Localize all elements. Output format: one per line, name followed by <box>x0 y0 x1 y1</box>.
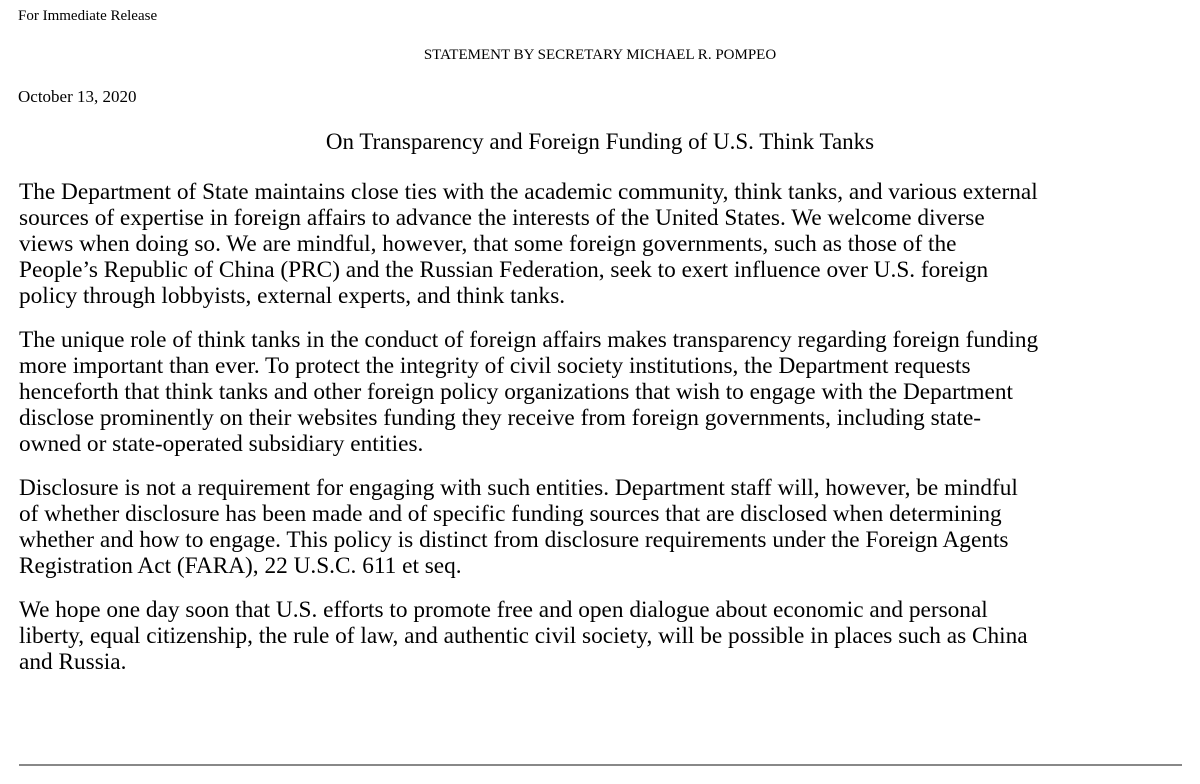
paragraph-line: Registration Act (FARA), 22 U.S.C. 611 et seq. <box>19 553 462 579</box>
paragraph-line: of whether disclosure has been made and of specific funding sources that are disclosed when determining <box>19 501 1002 527</box>
paragraph-line: liberty, equal citizenship, the rule of law, and authentic civil society, will be possible in places such as China <box>19 623 1028 649</box>
paragraph-line: henceforth that think tanks and other foreign policy organizations that wish to engage with the Department <box>19 379 1013 405</box>
release-label: For Immediate Release <box>18 8 158 24</box>
statement-date: October 13, 2020 <box>18 87 137 106</box>
paragraph-4 <box>19 597 1194 675</box>
paragraph-line: and Russia. <box>19 649 127 675</box>
paragraph-line: The unique role of think tanks in the conduct of foreign affairs makes transparency regarding foreign funding <box>19 327 1039 353</box>
horizontal-rule <box>19 764 1182 766</box>
paragraph-line: disclose prominently on their websites funding they receive from foreign governments, including state- <box>19 405 982 431</box>
paragraph-line: We hope one day soon that U.S. efforts to promote free and open dialogue about economic and personal <box>19 597 988 623</box>
paragraph-2 <box>19 327 1194 457</box>
paragraph-line: The Department of State maintains close ties with the academic community, think tanks, and various external <box>19 179 1038 205</box>
paragraph-line: policy through lobbyists, external experts, and think tanks. <box>19 283 566 309</box>
statement-body <box>19 179 1194 693</box>
statement-heading: STATEMENT BY SECRETARY MICHAEL R. POMPEO <box>423 47 777 63</box>
paragraph-line: Disclosure is not a requirement for engaging with such entities. Department staff will, however, be mindful <box>19 475 1018 501</box>
paragraph-line: People’s Republic of China (PRC) and the Russian Federation, seek to exert influence over U.S. foreign <box>19 257 989 283</box>
paragraph-line: views when doing so. We are mindful, however, that some foreign governments, such as those of the <box>19 231 957 257</box>
paragraph-line: sources of expertise in foreign affairs to advance the interests of the United States. We welcome diverse <box>19 205 985 231</box>
paragraph-line: whether and how to engage. This policy is distinct from disclosure requirements under the Foreign Agents <box>19 527 1009 553</box>
paragraph-1 <box>19 179 1194 309</box>
paragraph-line: more important than ever. To protect the integrity of civil society institutions, the Department requests <box>19 353 971 379</box>
paragraph-3 <box>19 475 1194 579</box>
paragraph-line: owned or state-operated subsidiary entities. <box>19 431 424 457</box>
document-title: On Transparency and Foreign Funding of U.S. Think Tanks <box>325 129 875 154</box>
